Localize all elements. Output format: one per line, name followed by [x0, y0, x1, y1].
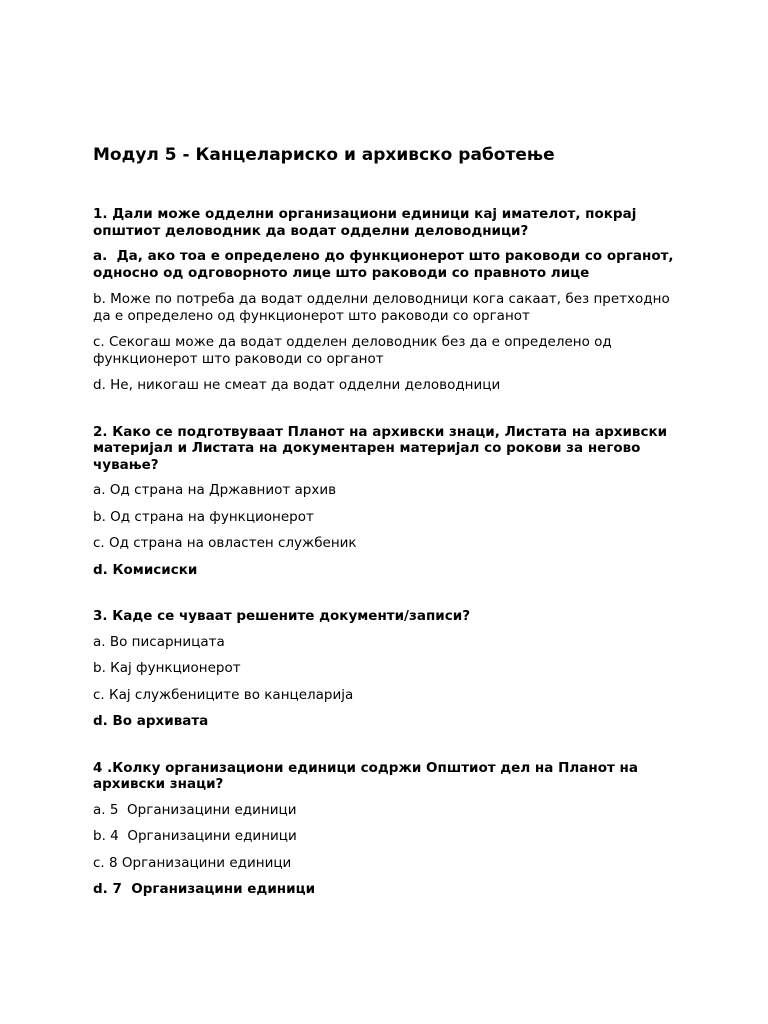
answer-a: a. 5 Организацини единици	[93, 801, 297, 818]
document-page	[93, 144, 683, 928]
answer-b: b. 4 Организацини единици	[93, 828, 297, 844]
answer-a: a. Од страна на Државниот архив	[93, 482, 337, 498]
answer-d: d. 7 Организацини единици	[93, 881, 316, 897]
question-text: 4 .Колку организациони единици содржи Општиот дел на Планот на архивски знаци?	[93, 759, 638, 792]
answer-d: d. Комисиски	[93, 561, 198, 578]
question-3	[93, 608, 683, 730]
answer-d: d. Во архивата	[93, 713, 209, 729]
document-title: Модул 5 - Канцелариско и архивско работење	[93, 145, 555, 165]
answer-c: c. Од страна на овластен службеник	[93, 535, 357, 551]
answer-d: d. Не, никогаш не смеат да водат одделни деловодници	[93, 377, 501, 393]
question-text: 2. Како се подготвуваат Планот на архивски знаци, Листата на архивски материјал и Листата на документарен материјал со рокови за негово чување?	[93, 423, 668, 473]
answer-c: c. Кај службениците во канцеларија	[93, 686, 354, 703]
question-2	[93, 424, 683, 579]
question-text: 3. Каде се чуваат решените документи/записи?	[93, 608, 471, 624]
answer-b: b. Кај функционерот	[93, 660, 241, 676]
question-1	[93, 206, 683, 394]
question-4	[93, 760, 683, 898]
question-text: 1. Дали може одделни организациони единици кај имателот, покрај општиот деловодник да водат одделни деловодници?	[93, 206, 637, 239]
answer-c: c. 8 Организацини единици	[93, 854, 292, 871]
answer-b: b. Може по потреба да водат одделни деловодници кога сакаат, без претходно да е определено од функционерот што раководи со органот	[93, 291, 675, 324]
answer-a: a. Да, ако тоа е определено до функционерот што раководи со органот, односно од одговорното лице што раководи со правното лице	[93, 248, 679, 281]
answer-b: b. Од страна на функционерот	[93, 508, 314, 525]
answer-c: c. Секогаш може да водат одделен деловодник без да е определено од функционерот што раководи со органот	[93, 334, 617, 367]
answer-a: a. Во писарницата	[93, 633, 225, 650]
